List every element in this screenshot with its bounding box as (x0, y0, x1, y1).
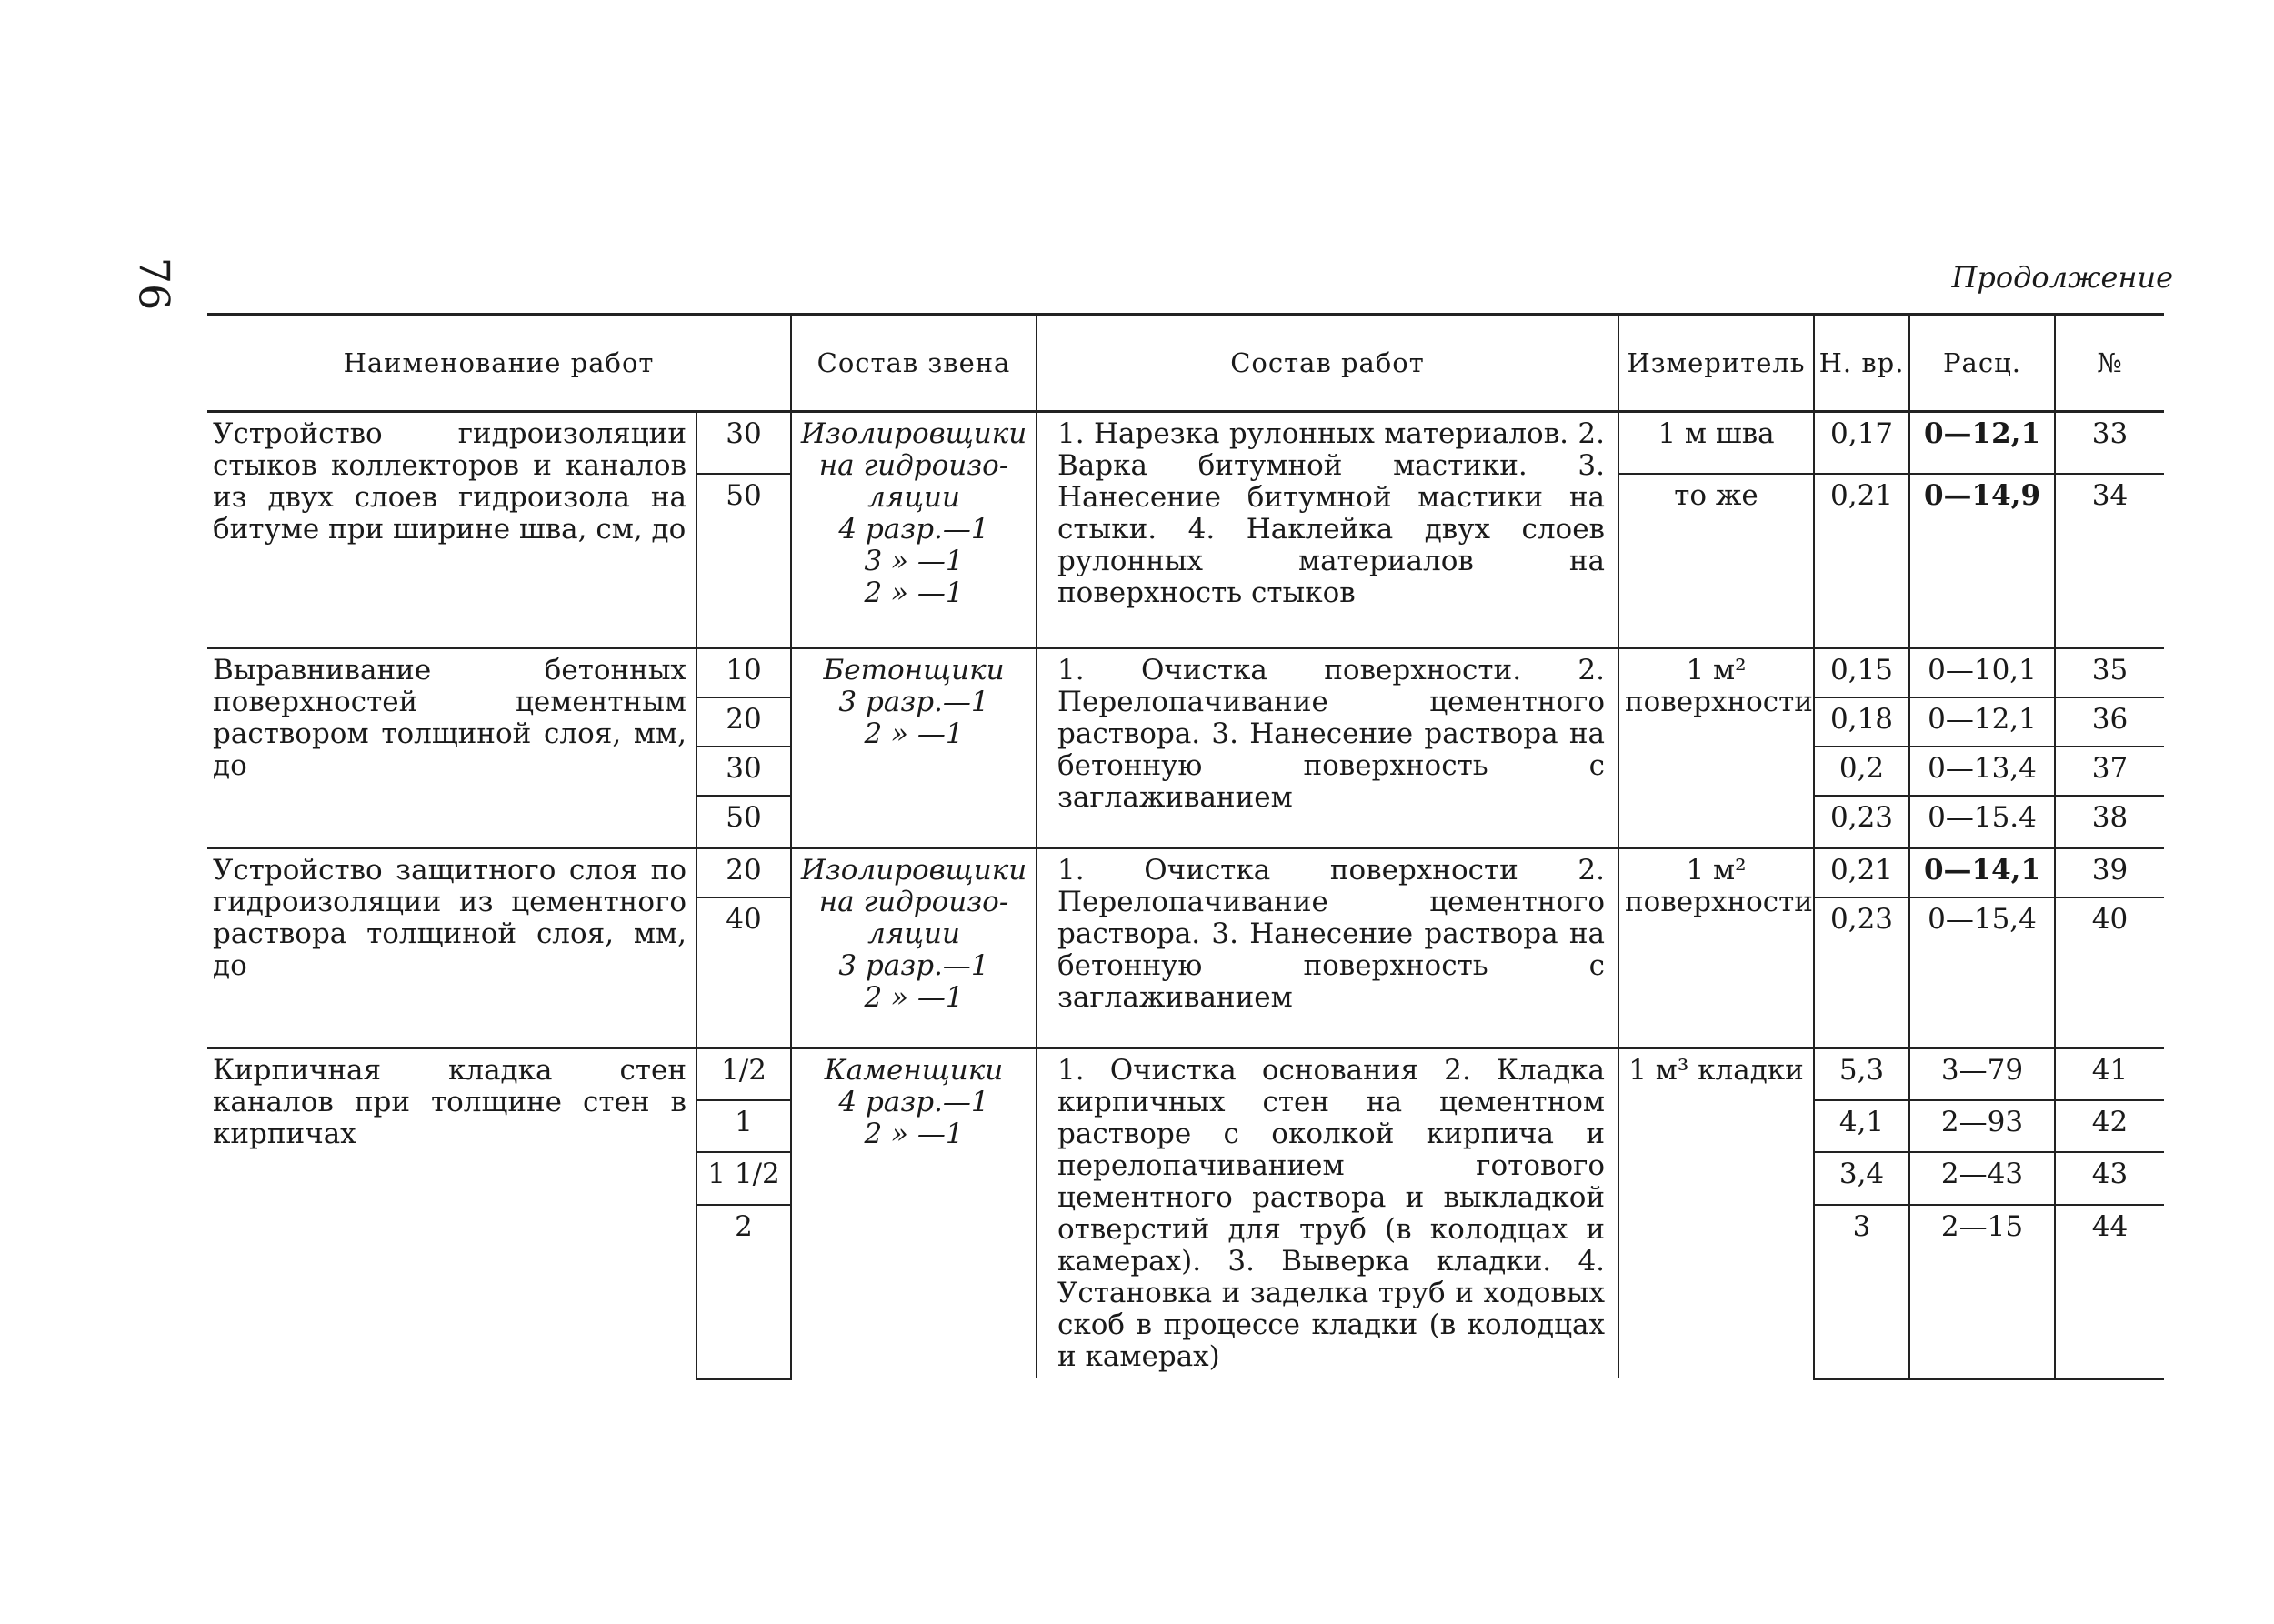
price-cell: 0—10,1 (1909, 648, 2055, 697)
table-row (207, 848, 2164, 897)
param-cell: 10 (696, 648, 791, 697)
price-cell: 0—14,1 (1909, 848, 2055, 897)
price-cell: 0—13,4 (1909, 747, 2055, 796)
header-name: Наименование работ (207, 315, 791, 412)
param-cell: 1 (696, 1100, 791, 1152)
work-description: 1. Очистка поверхности 2. Перелопачивание цементного раствора. 3. Нанесение раствора на бетонную поверхность с заглаживанием (1037, 848, 1618, 1048)
norm-cell: 0,21 (1814, 474, 1909, 648)
norms-table (207, 313, 2164, 1380)
param-cell: 2 (696, 1205, 791, 1378)
unit-cell: 1 м² поверхности (1618, 848, 1814, 1048)
unit-cell: то же (1618, 474, 1814, 648)
norm-cell: 3,4 (1814, 1152, 1909, 1204)
table-row (207, 648, 2164, 697)
num-cell: 36 (2055, 697, 2164, 747)
num-cell: 44 (2055, 1205, 2164, 1378)
crew-cell: Изолировщики на гидроизо- ляции 4 разр.—1 3 » —1 2 » —1 (791, 412, 1037, 648)
header-price: Расц. (1909, 315, 2055, 412)
work-name: Выравнивание бетонных поверхностей цементным раствором толщиной слоя, мм, до (207, 648, 696, 848)
price-cell: 0—12,1 (1909, 412, 2055, 474)
norm-cell: 4,1 (1814, 1100, 1909, 1152)
param-cell: 40 (696, 897, 791, 1048)
price-cell: 0—12,1 (1909, 697, 2055, 747)
norm-cell: 0,21 (1814, 848, 1909, 897)
norm-cell: 3 (1814, 1205, 1909, 1378)
crew-cell: Каменщики 4 разр.—1 2 » —1 (791, 1048, 1037, 1379)
header-work: Состав работ (1037, 315, 1618, 412)
unit-cell: 1 м шва (1618, 412, 1814, 474)
header-norm: Н. вр. (1814, 315, 1909, 412)
work-name: Устройство защитного слоя по гидроизоляции из цементного раствора толщиной слоя, мм, до (207, 848, 696, 1048)
table-row (207, 412, 2164, 474)
num-cell: 42 (2055, 1100, 2164, 1152)
price-cell: 0—14,9 (1909, 474, 2055, 648)
header-crew: Состав звена (791, 315, 1037, 412)
price-cell: 0—15.4 (1909, 796, 2055, 848)
param-cell: 1/2 (696, 1048, 791, 1100)
param-cell: 30 (696, 412, 791, 474)
crew-cell: Бетонщики 3 разр.—1 2 » —1 (791, 648, 1037, 848)
header-unit: Измеритель (1618, 315, 1814, 412)
num-cell: 33 (2055, 412, 2164, 474)
header-num: № (2055, 315, 2164, 412)
work-name: Кирпичная кладка стен каналов при толщине стен в кирпичах (207, 1048, 696, 1379)
price-cell: 2—93 (1909, 1100, 2055, 1152)
param-cell: 1 1/2 (696, 1152, 791, 1204)
price-cell: 3—79 (1909, 1048, 2055, 1100)
num-cell: 39 (2055, 848, 2164, 897)
num-cell: 43 (2055, 1152, 2164, 1204)
num-cell: 41 (2055, 1048, 2164, 1100)
page-number: 76 (129, 256, 179, 311)
norm-cell: 0,17 (1814, 412, 1909, 474)
work-description: 1. Очистка основания 2. Кладка кирпичных стен на цементном растворе с околкой кирпича и перелопачиванием готового цементного раствора и выкладкой отверстий для труб (в колодцах и камерах). 3. Выверка кладки. 4. Установка и заделка труб и ходовых скоб в процессе кладки (в колодцах и камерах) (1037, 1048, 1618, 1379)
norm-cell: 0,15 (1814, 648, 1909, 697)
unit-cell: 1 м² поверхности (1618, 648, 1814, 848)
work-description: 1. Очистка поверхности. 2. Перелопачивание цементного раствора. 3. Нанесение раствора на бетонную поверхность с заглаживанием (1037, 648, 1618, 848)
unit-cell: 1 м³ кладки (1618, 1048, 1814, 1379)
norm-cell: 0,2 (1814, 747, 1909, 796)
price-cell: 0—15,4 (1909, 897, 2055, 1048)
num-cell: 38 (2055, 796, 2164, 848)
norm-cell: 5,3 (1814, 1048, 1909, 1100)
crew-cell: Изолировщики на гидроизо- ляции 3 разр.—1 2 » —1 (791, 848, 1037, 1048)
param-cell: 50 (696, 796, 791, 848)
table-row (207, 1048, 2164, 1100)
norm-cell: 0,23 (1814, 796, 1909, 848)
work-description: 1. Нарезка рулонных материалов. 2. Варка битумной мастики. 3. Нанесение битумной мастики на стыки. 4. Наклейка двух слоев рулонных материалов на поверхность стыков (1037, 412, 1618, 648)
price-cell: 2—15 (1909, 1205, 2055, 1378)
norm-cell: 0,18 (1814, 697, 1909, 747)
num-cell: 37 (2055, 747, 2164, 796)
continuation-label: Продолжение (1951, 260, 2173, 295)
work-name: Устройство гидроизоляции стыков коллекторов и каналов из двух слоев гидроизола на битуме при ширине шва, см, до (207, 412, 696, 648)
num-cell: 35 (2055, 648, 2164, 697)
param-cell: 30 (696, 747, 791, 796)
param-cell: 50 (696, 474, 791, 648)
num-cell: 34 (2055, 474, 2164, 648)
norm-cell: 0,23 (1814, 897, 1909, 1048)
price-cell: 2—43 (1909, 1152, 2055, 1204)
num-cell: 40 (2055, 897, 2164, 1048)
header-row (207, 315, 2164, 412)
param-cell: 20 (696, 697, 791, 747)
param-cell: 20 (696, 848, 791, 897)
